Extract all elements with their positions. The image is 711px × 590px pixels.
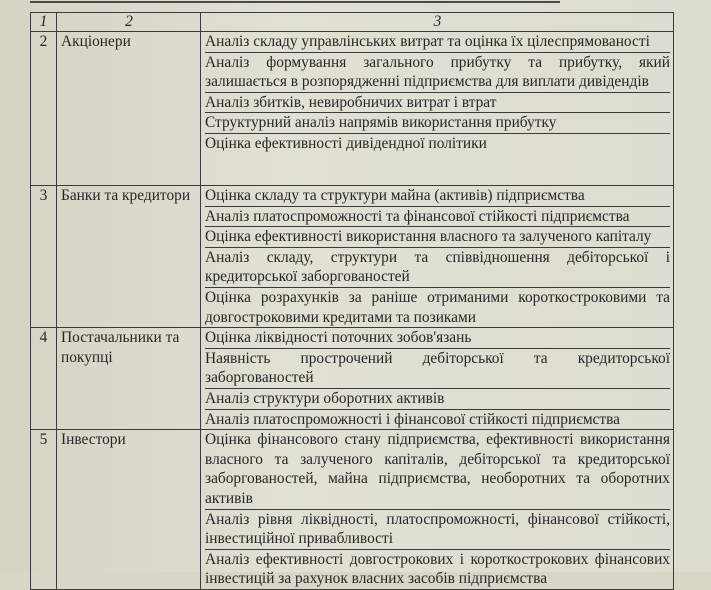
- list-item: Оцінка ліквідності поточних зобов'язань: [205, 329, 472, 347]
- row-items: [201, 328, 674, 430]
- analysis-table: [30, 12, 674, 590]
- row-number: 4: [31, 328, 57, 430]
- list-item: Оцінка складу та структури майна (активів) підприємства: [205, 187, 585, 204]
- list-item: Аналіз платоспроможності і фінансової стійкості підприємства: [205, 409, 670, 430]
- row-number: 2: [31, 32, 57, 186]
- table-row-banks: [31, 186, 674, 328]
- list-item: Аналіз формування загального прибутку та прибутку, який залишається в розпорядженні підприємства для виплати дивідендів: [205, 53, 670, 91]
- list-item: Структурний аналіз напрямів використання прибутку: [205, 112, 670, 133]
- top-rule: [30, 1, 560, 3]
- list-item: Аналіз платоспроможності та фінансової стійкості підприємства: [205, 206, 670, 227]
- header-col3: 3: [201, 13, 674, 32]
- row-items: [201, 430, 674, 590]
- list-item: Аналіз складу управлінських витрат та оцінка їх цілеспрямованості: [205, 33, 650, 50]
- row-group: Постачальники та покупці: [57, 328, 201, 430]
- table-row-investors: [31, 430, 674, 590]
- list-item: Наявність прострочений дебіторської та кредиторської заборгованостей: [205, 349, 670, 387]
- list-item: Аналіз складу, структури та співвідношення дебіторської і кредиторської заборгованостей: [205, 248, 670, 286]
- row-number: 5: [31, 430, 57, 590]
- list-item: Оцінка ефективності використання власного та залученого капіталу: [205, 226, 670, 247]
- row-items: [201, 32, 674, 186]
- row-items: [201, 186, 674, 328]
- list-item: Аналіз ефективності довгострокових і короткострокових фінансових інвестицій за рахунок власних засобів підприємства: [205, 550, 670, 588]
- row-group: Акціонери: [57, 32, 201, 186]
- table-row-suppliers: [31, 328, 674, 430]
- list-item: Оцінка ефективності дивідендної політики: [205, 133, 670, 154]
- list-item: Аналіз рівня ліквідності, платоспроможності, фінансової стійкості, інвестиційної привабливості: [205, 510, 670, 548]
- list-item: Аналіз збитків, невиробничих витрат і втрат: [205, 92, 670, 113]
- header-col1: 1: [31, 13, 57, 32]
- row-group: Банки та кредитори: [57, 186, 201, 328]
- row-number: 3: [31, 186, 57, 328]
- row-group: Інвестори: [57, 430, 201, 590]
- list-item: Оцінка розрахунків за раніше отриманими короткостроковими та довгостроковими кредитами та позиками: [205, 288, 670, 326]
- table-row-shareholders: [31, 32, 674, 186]
- list-item: Оцінка фінансового стану підприємства, ефективності використання власного та залученого капіталів, дебіторської та кредиторської заборгованостей, майна підприємства, необоротних та оборотних активів: [205, 431, 670, 507]
- list-item: Аналіз структури оборотних активів: [205, 388, 670, 409]
- header-col2: 2: [57, 13, 201, 32]
- header-row: [31, 13, 674, 32]
